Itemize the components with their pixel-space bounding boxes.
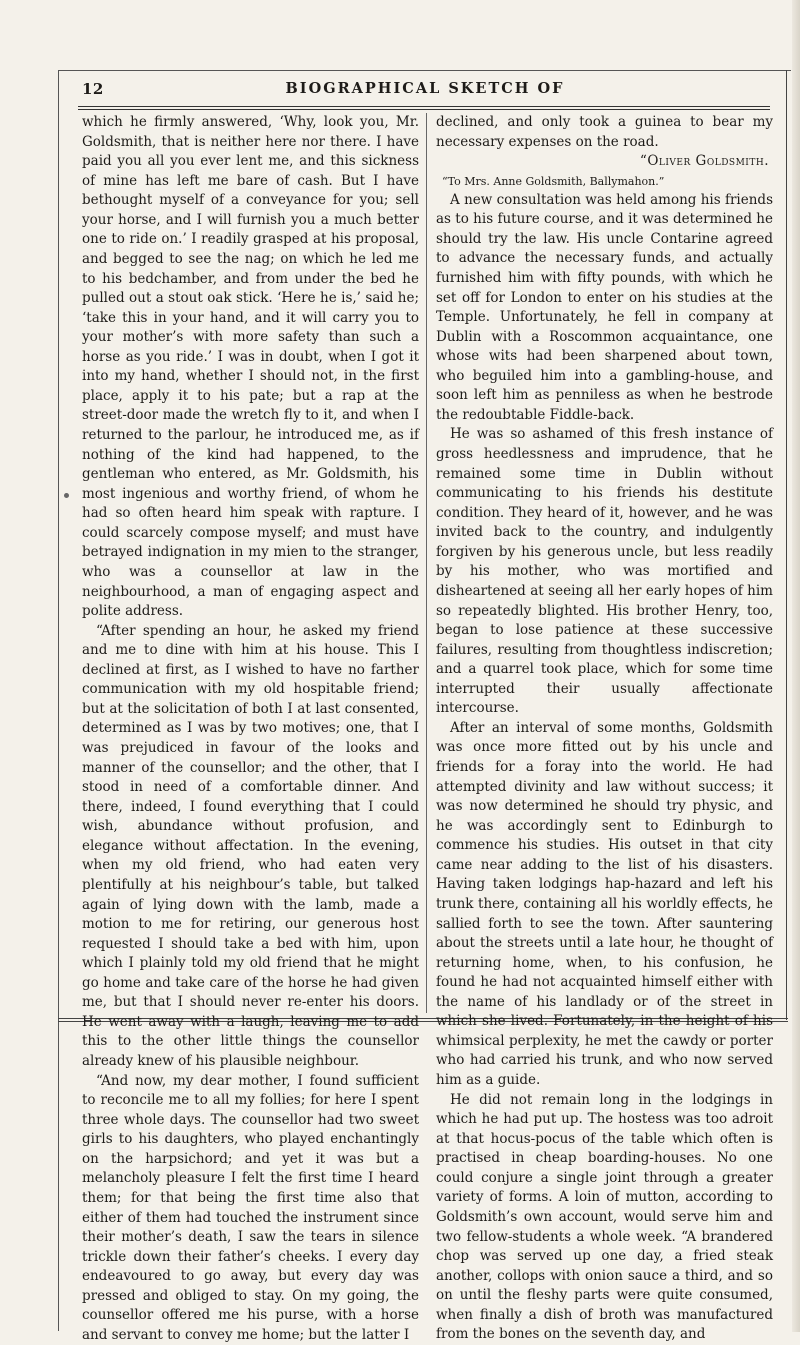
letter-ending: declined, and only took a guinea to bear my necessary expenses on the road. (436, 114, 773, 150)
paragraph: He was so ashamed of this fresh instance of gross heedlessness and imprudence, that he remained some time in Dublin without communicating to his friends his destitute condition. They heard of it, however, and he was invited back to the country, and indulgently forgiven by his generous uncle, but less readily by his mother, who was mortified and disheartened at seeing all her early hopes of him so repeatedly blighted. His brother Henry, too, began to lose patience at these successive failures, resulting from thoughtless indiscretion; and a quarrel took place, which for some time interrupted their usually affectionate intercourse. (436, 426, 773, 717)
paragraph: After an interval of some months, Goldsmith was once more fitted out by his uncle and friends for a foray into the world. He had attempted divinity and law without success; it was now determined he should try physic, and he was accordingly sent to Edinburgh to commence his studies. His outset in that city came near adding to the list of his disasters. Having taken lodgings hap-hazard and left his trunk there, containing all his worldly effects, he sallied forth to see the town. After sauntering about the streets until a late hour, he thought of returning home, when, to his confusion, he found he had not acquainted himself either with the name of his landlady or of the street in which she lived. Fortunately, in the height of his whimsical perplexity, he met the cawdy or porter who had carried his trunk, and who now served him as a guide. (436, 719, 773, 1088)
paragraph: “After spending an hour, he asked my friend and me to dine with him at his house. This I declined at first, as I wished to have no farther communication with my old hospitable friend; but at the solicitation of both I at last consented, determined as I was by two motives; one, that I was prejudiced in favour of the looks and manner of the counsellor; and the other, that I stood in need of a comfortable dinner. And there, indeed, I found everything that I could wish, abundance without profusion, and elegance without affectation. In the evening, when my old friend, who had eaten very plentifully at his neighbour’s table, but talked again of lying down with the lamb, made a motion to me for retiring, our generous host requested I should take a bed with him, upon which I plainly told my old friend that he might go home and take care of the horse he had given me, but that I should never re-enter his doors. He went away with a laugh, leaving me to add this to the other little things the counsellor already knew of his plausible neighbour. (82, 622, 419, 1069)
left-column (82, 113, 419, 1343)
margin-mark (64, 493, 69, 498)
right-column (436, 113, 773, 1343)
letter-signature: “Oliver Goldsmith. (639, 153, 769, 170)
paragraph: “And now, my dear mother, I found sufficient to reconcile me to all my follies; for here I spent three whole days. The counsellor had two sweet girls to his daughters, who played enchantingly on the harpsichord; and yet it was but a melancholy pleasure I felt the first time I heard them; for that being the first time also that either of them had touched the instrument since their mother’s death, I saw the tears in silence trickle down their father’s cheeks. I every day endeavoured to go away, but every day was pressed and obliged to stay. On my going, the counsellor offered me his purse, with a horse and servant to convey me home; but the latter I (82, 1072, 419, 1343)
letter-addressee: “To Mrs. Anne Goldsmith, Ballymahon.” (442, 174, 665, 188)
running-title: BIOGRAPHICAL SKETCH OF (285, 80, 565, 97)
paragraph: A new consultation was held among his friends as to his future course, and it was determined he should try the law. His uncle Contarine agreed to advance the necessary funds, and actually furnished him with fifty pounds, with which he set off for London to enter on his studies at the Temple. Unfortunately, he fell in company at Dublin with a Roscommon acquaintance, one whose wits had been sharpened about town, who beguiled him into a gambling-house, and soon left him as penniless as when he bestrode the redoubtable Fiddle-back. (436, 191, 773, 423)
paragraph: which he firmly answered, ‘Why, look you, Mr. Goldsmith, that is neither here nor there. I have paid you all you ever lent me, and this sickness of mine has left me bare of cash. But I have bethought myself of a conveyance for you; sell your horse, and I will furnish you a much better one to ride on.’ I readily grasped at his proposal, and begged to see the nag; on which he led me to his bedchamber, and from under the bed he pulled out a stout oak stick. ‘Here he is,’ said he; ‘take this in your hand, and it will carry you to your mother’s with more safety than such a horse as you ride.’ I was in doubt, when I got it into my hand, whether I should not, in the first place, apply it to his pate; but a rap at the street-door made the wretch fly to it, and when I returned to the parlour, he introduced me, as if nothing of the kind had happened, to the gentleman who entered, as Mr. Goldsmith, his most ingenious and worthy friend, of whom he had so often heard him speak with rapture. I could scarcely compose myself; and must have betrayed indignation in my mien to the stranger, who was a counsellor at law in the neighbourhood, a man of engaging aspect and polite address. (82, 114, 419, 620)
column-divider (426, 113, 427, 1013)
page-border-right (786, 70, 789, 1020)
page-number: 12 (82, 80, 104, 98)
header-rule (78, 106, 770, 110)
paragraph: He did not remain long in the lodgings in which he had put up. The hostess was too adroit at that hocus-pocus of the table which often is practised in cheap boarding-houses. No one could conjure a single joint through a greater variety of forms. A loin of mutton, according to Goldsmith’s own account, would serve him and two fellow-students a whole week. “A brandered chop was served up one day, a fried steak another, collops with onion sauce a third, and so on until the fleshy parts were quite consumed, when finally a dish of broth was manufactured from the bones on the seventh day, and (436, 1091, 773, 1343)
page-edge-shadow (792, 0, 800, 1332)
